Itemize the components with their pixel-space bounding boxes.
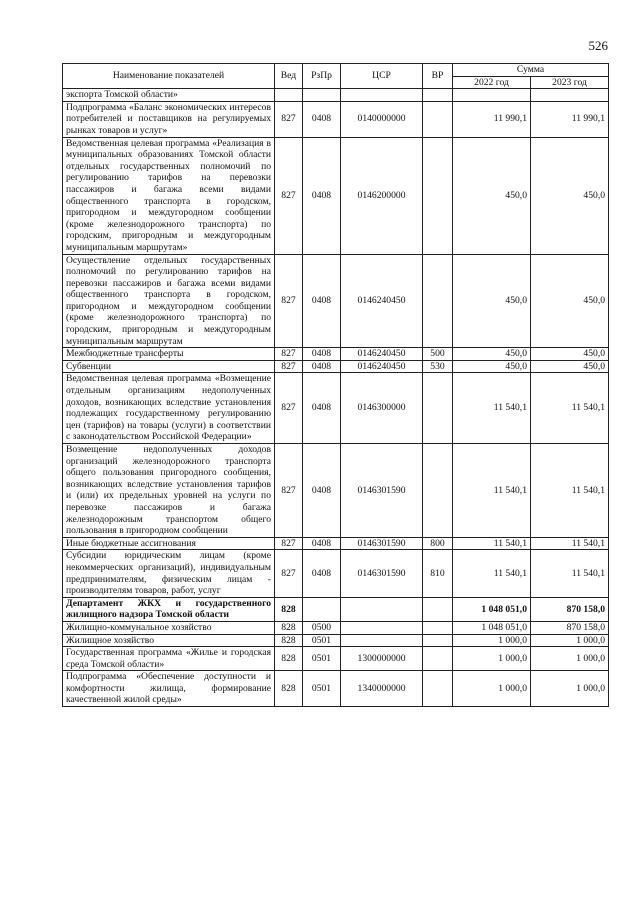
cell-vr [423, 89, 453, 102]
cell-vr [423, 621, 453, 634]
cell-ved: 827 [275, 348, 303, 361]
cell-y2022: 1 000,0 [453, 671, 531, 707]
cell-y2023: 11 540,1 [531, 444, 609, 538]
cell-ved: 828 [275, 621, 303, 634]
table-row [63, 137, 609, 254]
table-row [63, 101, 609, 137]
cell-y2023: 1 000,0 [531, 647, 609, 671]
cell-name: Субсидии юридическим лицам (кроме некоммерческих организаций), индивидуальным предпринимателям, физическим лицам - производителям товаров, работ, услуг [63, 550, 275, 597]
table-row [63, 621, 609, 634]
cell-vr [423, 254, 453, 348]
cell-vr [423, 634, 453, 647]
cell-y2022: 1 048 051,0 [453, 621, 531, 634]
cell-y2023: 11 540,1 [531, 373, 609, 444]
table-row [63, 647, 609, 671]
cell-name: Осуществление отдельных государственных полномочий по регулированию тарифов на перевозки пассажиров и багажа всеми видами общественного транспорта в городском, пригородном и междугородном сообщении (кроме железнодорожного транспорта) по городским, пригородным и междугородным муниципальным маршрутам [63, 254, 275, 348]
cell-csr [341, 597, 423, 621]
cell-rzpr: 0408 [303, 101, 341, 137]
cell-ved: 827 [275, 360, 303, 373]
cell-y2023: 1 000,0 [531, 634, 609, 647]
cell-ved: 827 [275, 444, 303, 538]
cell-y2023: 450,0 [531, 360, 609, 373]
cell-vr [423, 597, 453, 621]
header-sum: Сумма [453, 64, 609, 77]
cell-name: экспорта Томской области» [63, 89, 275, 102]
cell-vr [423, 671, 453, 707]
cell-vr [423, 137, 453, 254]
cell-name: Государственная программа «Жилье и городская среда Томской области» [63, 647, 275, 671]
cell-csr: 0146240450 [341, 360, 423, 373]
cell-y2023: 1 000,0 [531, 671, 609, 707]
cell-ved: 827 [275, 101, 303, 137]
table-row [63, 597, 609, 621]
header-2023: 2023 год [531, 76, 609, 89]
page-number: 526 [588, 38, 608, 53]
cell-y2022: 11 540,1 [453, 444, 531, 538]
cell-y2023 [531, 89, 609, 102]
cell-rzpr: 0408 [303, 537, 341, 550]
cell-vr [423, 373, 453, 444]
header-name: Наименование показателей [63, 64, 275, 89]
cell-csr: 0146200000 [341, 137, 423, 254]
cell-csr: 0146301590 [341, 537, 423, 550]
cell-vr: 500 [423, 348, 453, 361]
cell-vr [423, 647, 453, 671]
cell-y2023: 11 990,1 [531, 101, 609, 137]
cell-name: Межбюджетные трансферты [63, 348, 275, 361]
cell-y2022 [453, 89, 531, 102]
cell-y2022: 1 048 051,0 [453, 597, 531, 621]
table-row [63, 671, 609, 707]
cell-y2022: 11 540,1 [453, 550, 531, 597]
cell-rzpr [303, 89, 341, 102]
cell-ved: 828 [275, 634, 303, 647]
cell-csr: 0146301590 [341, 444, 423, 538]
table-row [63, 373, 609, 444]
cell-rzpr [303, 597, 341, 621]
cell-rzpr: 0408 [303, 373, 341, 444]
cell-name: Подпрограмма «Обеспечение доступности и комфортности жилища, формирование качественной жилой среды» [63, 671, 275, 707]
header-ved: Вед [275, 64, 303, 89]
cell-y2023: 870 158,0 [531, 621, 609, 634]
cell-ved: 827 [275, 373, 303, 444]
cell-rzpr: 0408 [303, 550, 341, 597]
cell-rzpr: 0408 [303, 137, 341, 254]
table-row [63, 89, 609, 102]
cell-csr: 0140000000 [341, 101, 423, 137]
cell-name: Жилищное хозяйство [63, 634, 275, 647]
cell-y2022: 450,0 [453, 137, 531, 254]
cell-y2023: 450,0 [531, 254, 609, 348]
cell-vr [423, 444, 453, 538]
cell-rzpr: 0408 [303, 360, 341, 373]
cell-rzpr: 0501 [303, 671, 341, 707]
cell-name: Возмещение недополученных доходов организаций железнодорожного транспорта общего пользования пригородного сообщения, возникающих вследствие установления тарифов и (или) их предельных уровней на услуги по перевозке пассажиров и багажа железнодорожным транспортом общего пользования в пригородном сообщении [63, 444, 275, 538]
cell-csr: 0146301590 [341, 550, 423, 597]
cell-csr: 1340000000 [341, 671, 423, 707]
cell-name: Подпрограмма «Баланс экономических интересов потребителей и поставщиков на регулируемых рынках товаров и услуг» [63, 101, 275, 137]
budget-table [62, 63, 609, 707]
cell-name: Ведомственная целевая программа «Реализация в муниципальных образованиях Томской области отдельных государственных полномочий по регулированию тарифов на перевозки пассажиров и багажа всеми видами общественного транспорта в городском, пригородном и междугородном сообщении (кроме железнодорожного транспорта) по городским, пригородным и междугородным муниципальным маршрутам» [63, 137, 275, 254]
cell-ved: 828 [275, 671, 303, 707]
cell-csr: 0146300000 [341, 373, 423, 444]
cell-csr: 0146240450 [341, 348, 423, 361]
cell-rzpr: 0500 [303, 621, 341, 634]
cell-vr [423, 101, 453, 137]
cell-y2022: 11 540,1 [453, 373, 531, 444]
header-2022: 2022 год [453, 76, 531, 89]
cell-rzpr: 0501 [303, 647, 341, 671]
table-body [63, 89, 609, 707]
cell-csr: 0146240450 [341, 254, 423, 348]
table-row [63, 444, 609, 538]
cell-y2023: 450,0 [531, 137, 609, 254]
cell-y2023: 11 540,1 [531, 537, 609, 550]
cell-y2023: 11 540,1 [531, 550, 609, 597]
cell-y2022: 450,0 [453, 254, 531, 348]
cell-ved: 827 [275, 537, 303, 550]
table-row [63, 254, 609, 348]
cell-name: Субвенции [63, 360, 275, 373]
cell-name: Иные бюджетные ассигнования [63, 537, 275, 550]
cell-y2022: 11 540,1 [453, 537, 531, 550]
cell-name: Жилищно-коммунальное хозяйство [63, 621, 275, 634]
cell-y2022: 450,0 [453, 360, 531, 373]
cell-vr: 530 [423, 360, 453, 373]
cell-csr [341, 621, 423, 634]
header-rzpr: РзПр [303, 64, 341, 89]
cell-name: Департамент ЖКХ и государственного жилищного надзора Томской области [63, 597, 275, 621]
cell-vr: 810 [423, 550, 453, 597]
cell-rzpr: 0501 [303, 634, 341, 647]
cell-ved: 827 [275, 550, 303, 597]
table-row [63, 550, 609, 597]
cell-y2022: 450,0 [453, 348, 531, 361]
cell-y2023: 450,0 [531, 348, 609, 361]
cell-y2022: 1 000,0 [453, 634, 531, 647]
cell-rzpr: 0408 [303, 444, 341, 538]
table-row [63, 360, 609, 373]
cell-csr [341, 634, 423, 647]
header-csr: ЦСР [341, 64, 423, 89]
cell-rzpr: 0408 [303, 254, 341, 348]
cell-ved: 828 [275, 647, 303, 671]
cell-ved [275, 89, 303, 102]
table-row [63, 348, 609, 361]
cell-csr [341, 89, 423, 102]
table-header-row [63, 64, 609, 77]
cell-rzpr: 0408 [303, 348, 341, 361]
cell-ved: 827 [275, 137, 303, 254]
table-row [63, 537, 609, 550]
cell-ved: 828 [275, 597, 303, 621]
table-row [63, 634, 609, 647]
cell-y2022: 11 990,1 [453, 101, 531, 137]
cell-csr: 1300000000 [341, 647, 423, 671]
cell-ved: 827 [275, 254, 303, 348]
cell-y2022: 1 000,0 [453, 647, 531, 671]
cell-name: Ведомственная целевая программа «Возмещение отдельным организациям недополученных доходов, возникающих вследствие установления подлежащих государственному регулированию цен (тарифов) на товары (услуги) в соответствии с законодательством Российской Федерации» [63, 373, 275, 444]
cell-y2023: 870 158,0 [531, 597, 609, 621]
cell-vr: 800 [423, 537, 453, 550]
header-vr: ВР [423, 64, 453, 89]
